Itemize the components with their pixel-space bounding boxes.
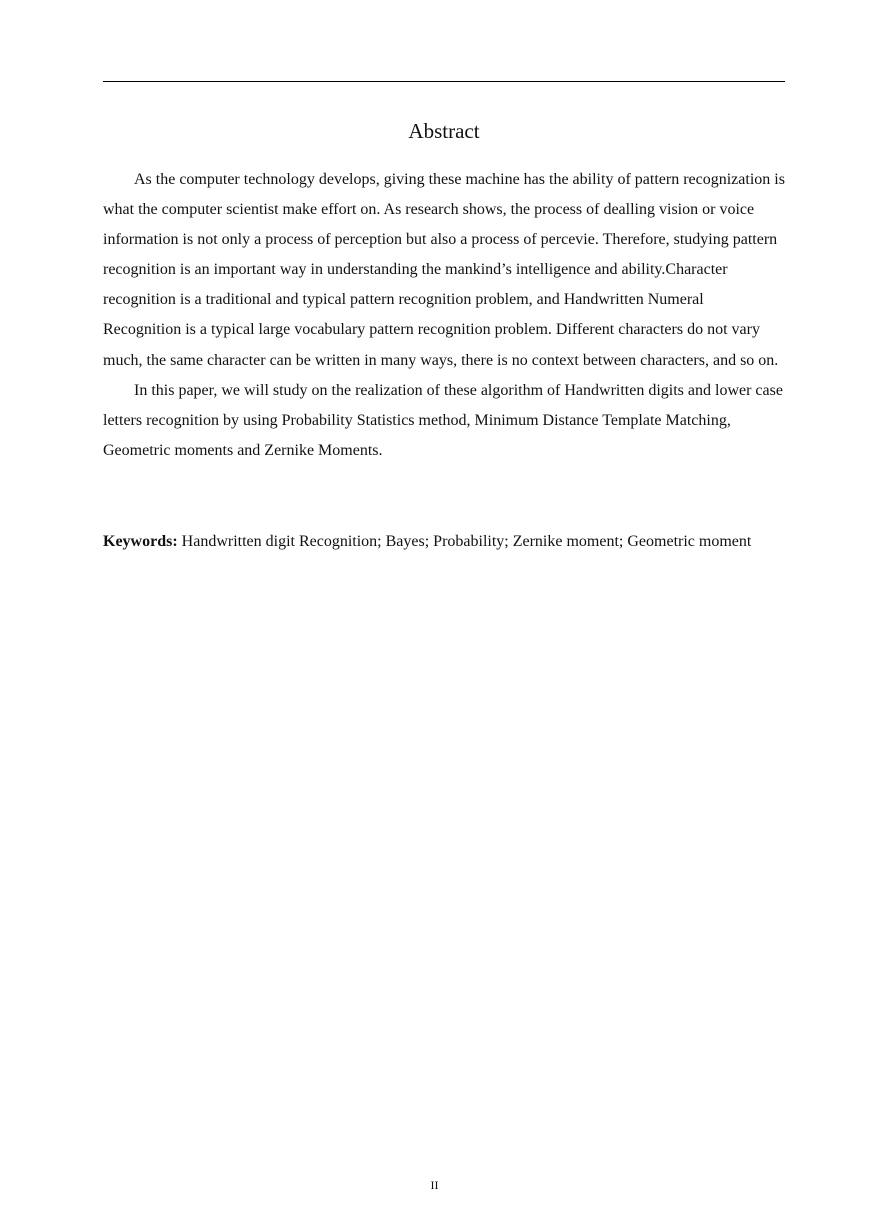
keywords-label: Keywords: [103, 533, 178, 550]
abstract-paragraph-2: In this paper, we will study on the realization of these algorithm of Handwritten digits and lower case letters recognition by using Probability Statistics method, Minimum Distance Template Matching, Geometric moments and Zernike Moments. [103, 381, 783, 459]
abstract-paragraph-1: As the computer technology develops, giving these machine has the ability of pattern recognization is what the computer scientist make effort on. As research shows, the process of dealling vision or voice information is not only a process of perception but also a process of percevie. Therefore, studying pattern recognition is an important way in understanding the mankind’s intelligence and ability.Character recognition is a traditional and typical pattern recognition problem, and Handwritten Numeral Recognition is a typical large vocabulary pattern recognition problem. Different characters do not vary much, the same character can be written in many ways, there is no context between characters, and so on. [103, 171, 785, 369]
page-number: II [430, 1178, 439, 1192]
abstract-body [103, 165, 785, 466]
header-rule [103, 81, 785, 82]
keywords-text: Handwritten digit Recognition; Bayes; Probability; Zernike moment; Geometric moment [177, 533, 752, 550]
keywords-line [103, 527, 785, 557]
abstract-title: Abstract [408, 119, 480, 143]
